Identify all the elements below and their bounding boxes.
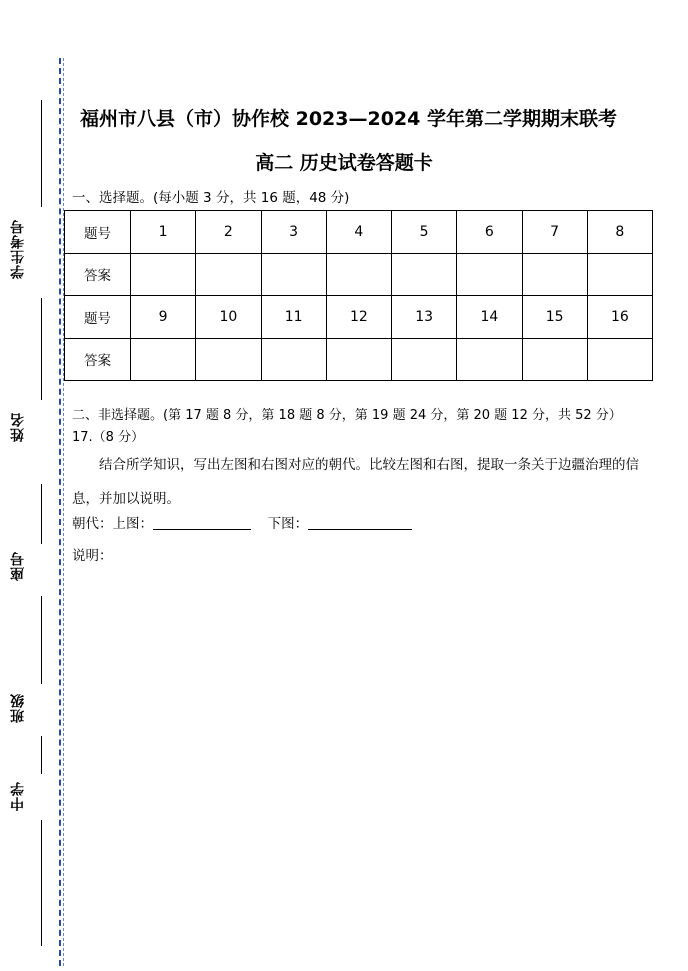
row-label-number: 题号 xyxy=(65,296,131,339)
answer-cell[interactable] xyxy=(131,338,196,381)
binding-dashed-line-inner xyxy=(63,58,64,966)
question-17-prompt: 结合所学知识，写出左图和右图对应的朝代。比较左图和右图，提取一条关于边疆治理的信息，并加以说明。 xyxy=(72,457,639,507)
row-label-answer: 答案 xyxy=(65,253,131,296)
answer-cell[interactable] xyxy=(326,338,391,381)
answer-cell[interactable] xyxy=(261,253,326,296)
question-number: 10 xyxy=(196,296,261,339)
answer-cell[interactable] xyxy=(196,338,261,381)
lower-image-label: 下图： xyxy=(267,516,309,532)
answer-cell[interactable] xyxy=(196,253,261,296)
question-number: 7 xyxy=(522,211,587,254)
answer-cell[interactable] xyxy=(392,253,457,296)
upper-image-label: 上图： xyxy=(112,516,153,532)
question-number: 12 xyxy=(326,296,391,339)
question-number: 11 xyxy=(261,296,326,339)
question-number: 9 xyxy=(131,296,196,339)
school-line-top xyxy=(41,736,42,774)
question-17-label: 17.（8 分） xyxy=(72,430,145,445)
question-number: 6 xyxy=(457,211,522,254)
name-label: 姓名 xyxy=(10,412,26,442)
binding-dashed-line xyxy=(59,58,61,966)
class-label: 班级 xyxy=(10,693,26,723)
answer-cell[interactable] xyxy=(326,253,391,296)
number-row-2 xyxy=(65,296,653,339)
page-subtitle: 高二 历史试卷答题卡 xyxy=(255,152,433,174)
question-number: 3 xyxy=(261,211,326,254)
question-number: 4 xyxy=(326,211,391,254)
upper-image-blank[interactable] xyxy=(153,515,251,530)
school-label: 中学 xyxy=(10,781,26,811)
student-id-label: 学生考号 xyxy=(10,219,26,279)
answer-row-2 xyxy=(65,338,653,381)
seat-line xyxy=(41,484,42,544)
section2-heading: 二、非选择题。(第 17 题 8 分，第 18 题 8 分，第 19 题 24 分，第 20 题 12 分，共 52 分） xyxy=(72,408,622,423)
section1-heading: 一、选择题。(每小题 3 分，共 16 题，48 分) xyxy=(72,190,350,206)
school-line-bottom xyxy=(41,820,42,946)
class-line xyxy=(41,596,42,684)
lower-image-blank[interactable] xyxy=(308,515,412,530)
question-number: 16 xyxy=(587,296,652,339)
answer-cell[interactable] xyxy=(392,338,457,381)
seat-label: 座号 xyxy=(10,551,26,581)
name-line xyxy=(41,298,42,400)
answer-cell[interactable] xyxy=(522,253,587,296)
page-title: 福州市八县（市）协作校 2023—2024 学年第二学期期末联考 xyxy=(80,108,617,130)
answer-grid xyxy=(64,210,653,381)
answer-cell[interactable] xyxy=(457,253,522,296)
row-label-number: 题号 xyxy=(65,211,131,254)
answer-cell[interactable] xyxy=(587,338,652,381)
explanation-label: 说明： xyxy=(72,548,113,564)
answer-row-1 xyxy=(65,253,653,296)
dynasty-label: 朝代： xyxy=(72,516,113,532)
answer-cell[interactable] xyxy=(131,253,196,296)
number-row-1 xyxy=(65,211,653,254)
answer-cell[interactable] xyxy=(457,338,522,381)
question-number: 1 xyxy=(131,211,196,254)
answer-cell[interactable] xyxy=(587,253,652,296)
question-number: 13 xyxy=(392,296,457,339)
answer-cell[interactable] xyxy=(261,338,326,381)
dynasty-answer-line xyxy=(72,512,412,532)
question-number: 5 xyxy=(392,211,457,254)
question-number: 8 xyxy=(587,211,652,254)
question-number: 14 xyxy=(457,296,522,339)
question-number: 15 xyxy=(522,296,587,339)
question-number: 2 xyxy=(196,211,261,254)
answer-cell[interactable] xyxy=(522,338,587,381)
row-label-answer: 答案 xyxy=(65,338,131,381)
